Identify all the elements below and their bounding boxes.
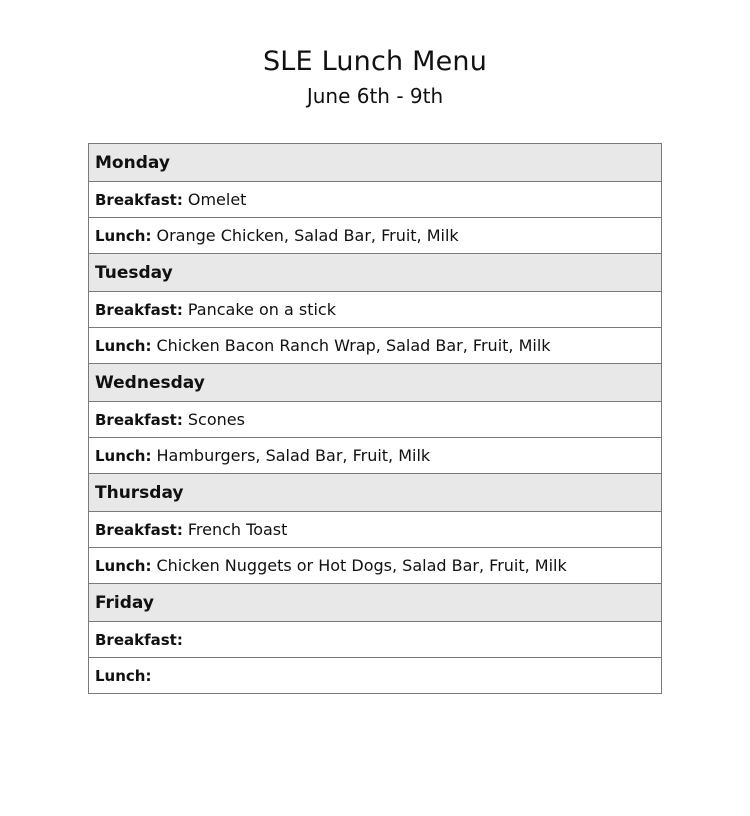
breakfast-items: French Toast xyxy=(187,520,288,539)
breakfast-label: Breakfast: xyxy=(95,631,183,649)
lunch-row-wednesday xyxy=(89,438,662,474)
lunch-label: Lunch: xyxy=(95,667,152,685)
breakfast-items: Omelet xyxy=(187,190,247,209)
page-subtitle: June 6th - 9th xyxy=(306,84,444,108)
lunch-cell xyxy=(89,328,662,364)
breakfast-row-wednesday xyxy=(89,402,662,438)
breakfast-items: Scones xyxy=(187,410,245,429)
day-name: Monday xyxy=(89,144,662,182)
day-row-tuesday xyxy=(89,254,662,292)
breakfast-row-thursday xyxy=(89,512,662,548)
lunch-row-friday xyxy=(89,658,662,694)
breakfast-cell xyxy=(89,622,662,658)
lunch-cell xyxy=(89,438,662,474)
breakfast-cell xyxy=(89,512,662,548)
page-title: SLE Lunch Menu xyxy=(262,46,488,77)
day-row-monday xyxy=(89,144,662,182)
lunch-label: Lunch: xyxy=(95,447,152,465)
lunch-label: Lunch: xyxy=(95,337,152,355)
menu-table xyxy=(88,143,662,694)
lunch-items: Hamburgers, Salad Bar, Fruit, Milk xyxy=(156,446,431,465)
day-name: Friday xyxy=(89,584,662,622)
lunch-cell xyxy=(89,548,662,584)
lunch-items: Chicken Nuggets or Hot Dogs, Salad Bar, Fruit, Milk xyxy=(156,556,567,575)
breakfast-cell xyxy=(89,292,662,328)
breakfast-items: Pancake on a stick xyxy=(187,300,336,319)
day-row-wednesday xyxy=(89,364,662,402)
breakfast-row-friday xyxy=(89,622,662,658)
lunch-items: Orange Chicken, Salad Bar, Fruit, Milk xyxy=(156,226,459,245)
day-row-thursday xyxy=(89,474,662,512)
lunch-label: Lunch: xyxy=(95,227,152,245)
breakfast-cell xyxy=(89,402,662,438)
day-name: Tuesday xyxy=(89,254,662,292)
breakfast-label: Breakfast: xyxy=(95,521,183,539)
breakfast-row-monday xyxy=(89,182,662,218)
day-row-friday xyxy=(89,584,662,622)
breakfast-cell xyxy=(89,182,662,218)
breakfast-label: Breakfast: xyxy=(95,301,183,319)
lunch-row-thursday xyxy=(89,548,662,584)
lunch-label: Lunch: xyxy=(95,557,152,575)
lunch-row-monday xyxy=(89,218,662,254)
breakfast-label: Breakfast: xyxy=(95,191,183,209)
breakfast-label: Breakfast: xyxy=(95,411,183,429)
day-name: Thursday xyxy=(89,474,662,512)
lunch-row-tuesday xyxy=(89,328,662,364)
lunch-items: Chicken Bacon Ranch Wrap, Salad Bar, Fruit, Milk xyxy=(156,336,551,355)
day-name: Wednesday xyxy=(89,364,662,402)
breakfast-row-tuesday xyxy=(89,292,662,328)
lunch-cell xyxy=(89,658,662,694)
lunch-cell xyxy=(89,218,662,254)
